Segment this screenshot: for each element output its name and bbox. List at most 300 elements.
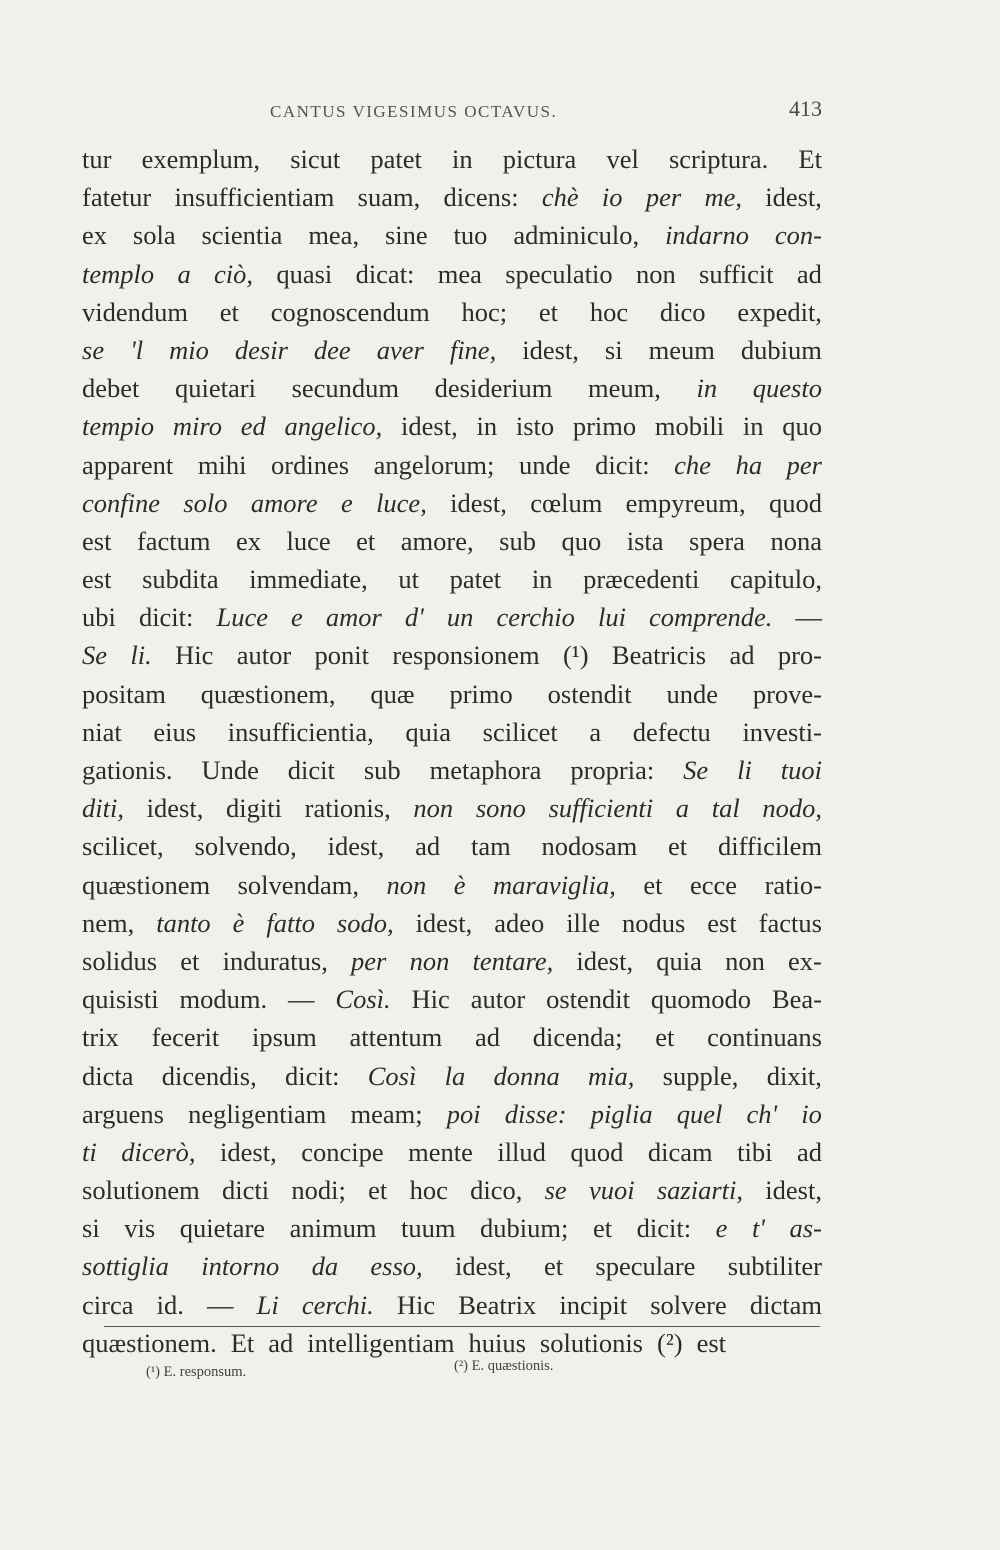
word: fecerit — [151, 1022, 220, 1053]
word: quo — [561, 525, 602, 556]
word: tam — [470, 831, 511, 862]
word: Hic — [175, 640, 214, 671]
word: mente — [408, 1136, 473, 1167]
italic-word: ed — [240, 411, 266, 442]
text-line — [82, 598, 822, 636]
italic-word: saziarti, — [656, 1175, 743, 1206]
text-line — [82, 751, 822, 789]
word: cœlum — [530, 487, 603, 518]
word: attentum — [349, 1022, 443, 1053]
word: solvendo, — [194, 831, 297, 862]
word: speculatio — [505, 258, 613, 289]
italic-word: tal — [711, 793, 740, 824]
italic-word: e — [340, 487, 353, 518]
word: sicut — [290, 144, 341, 174]
word: pro- — [777, 640, 822, 671]
word: sub — [363, 755, 401, 785]
word: insufficientia, — [227, 716, 374, 747]
text-line — [82, 904, 822, 942]
word: Et — [798, 144, 822, 174]
word: scilicet — [482, 716, 558, 747]
word: nodosam — [541, 831, 638, 862]
italic-word: questo — [752, 373, 822, 404]
text-line — [82, 789, 822, 827]
word: idest, — [415, 907, 473, 938]
italic-word: fine, — [449, 334, 497, 365]
italic-word: lui — [597, 602, 626, 633]
footnote-rule — [104, 1326, 820, 1327]
word: et — [655, 1022, 675, 1053]
text-line — [82, 446, 822, 484]
word: vel — [606, 144, 639, 174]
italic-word: t' — [751, 1213, 765, 1244]
word: quisisti — [82, 984, 159, 1015]
italic-word: se — [544, 1175, 567, 1206]
word: vis — [124, 1213, 156, 1244]
italic-word: in — [696, 373, 718, 404]
word: ut — [398, 564, 420, 595]
italic-word: nodo, — [762, 793, 822, 824]
word: idest, — [576, 945, 634, 976]
italic-word: miro — [172, 411, 222, 442]
text-line — [82, 827, 822, 865]
italic-word: tempio — [82, 411, 155, 442]
word: factus — [758, 907, 822, 938]
word: speculare — [595, 1251, 696, 1282]
italic-word: se — [82, 334, 105, 365]
word: meum, — [588, 373, 661, 404]
word: dicit — [287, 755, 335, 785]
italic-word: che — [674, 449, 711, 480]
word: quietare — [179, 1213, 266, 1244]
word: idest, — [401, 411, 458, 442]
italic-word: esso, — [370, 1251, 423, 1282]
word: præcedenti — [583, 564, 700, 595]
word: mea, — [308, 220, 360, 251]
italic-word: comprende. — [649, 602, 773, 633]
word: investi- — [742, 716, 822, 747]
word: et — [356, 525, 376, 556]
text-line — [82, 1209, 822, 1247]
word: difficilem — [717, 831, 822, 862]
text-line — [82, 1171, 822, 1209]
word: mea — [437, 258, 482, 289]
text-line — [82, 1057, 822, 1095]
word: mihi — [197, 449, 247, 480]
italic-word: con- — [774, 220, 822, 251]
word: ipsum — [251, 1022, 317, 1053]
italic-word: d' — [404, 602, 424, 633]
word: expedit, — [737, 296, 822, 327]
italic-word: da — [311, 1251, 339, 1282]
word: ostendit — [547, 678, 632, 709]
word: et — [538, 296, 559, 327]
word: Hic — [396, 1289, 436, 1320]
text-line — [82, 560, 822, 598]
text-line — [82, 331, 822, 369]
word: nodi; — [291, 1175, 346, 1206]
word: primo — [449, 678, 513, 709]
text-line — [82, 522, 822, 560]
word: nona — [770, 525, 822, 556]
word: digiti — [226, 793, 282, 824]
italic-word: sodo, — [336, 907, 394, 938]
text-line — [82, 980, 822, 1018]
italic-word: piglia — [590, 1098, 653, 1129]
word: nem, — [82, 907, 135, 938]
word: Beatrix — [458, 1289, 537, 1320]
word: prove- — [752, 678, 822, 709]
word: autor — [470, 984, 526, 1015]
word: capitulo, — [729, 564, 822, 595]
word: adeo — [494, 907, 545, 938]
italic-word: ch' — [746, 1098, 778, 1129]
word: idest, — [765, 182, 822, 213]
word: spera — [689, 525, 745, 556]
word: Unde — [201, 755, 259, 785]
italic-word: Se — [82, 640, 108, 671]
italic-word: io — [801, 1098, 822, 1129]
italic-word: aver — [376, 334, 424, 365]
word: non — [635, 258, 676, 289]
word: quasi — [276, 258, 333, 289]
word: ille — [566, 907, 601, 938]
word: dicit: — [636, 1213, 692, 1244]
word: (²) — [657, 1327, 683, 1358]
word: cognoscendum — [270, 296, 430, 327]
word: dicit: — [284, 1060, 340, 1091]
italic-word: non — [409, 945, 450, 976]
word: scilicet, — [82, 831, 164, 862]
text-line — [82, 1286, 822, 1324]
word: amore, — [400, 525, 474, 556]
text-line — [82, 636, 822, 674]
word: sub — [499, 525, 536, 556]
word: modum. — [179, 984, 268, 1015]
text-line — [82, 1324, 822, 1362]
italic-word: amor — [325, 602, 382, 633]
word: est — [82, 525, 112, 556]
word: est — [696, 1327, 727, 1358]
word: suam, — [357, 182, 421, 213]
word: idest, — [146, 793, 204, 824]
italic-word: Così — [367, 1060, 417, 1091]
word: meum — [648, 334, 715, 365]
word: in — [476, 411, 498, 442]
word: scriptura. — [668, 144, 769, 174]
word: ex — [236, 525, 262, 556]
italic-word: sottiglia — [82, 1251, 169, 1282]
italic-word: ha — [735, 449, 763, 480]
word: circa — [82, 1289, 134, 1320]
word: — — [795, 602, 822, 633]
word: et — [543, 1251, 564, 1282]
word: adminiculo, — [513, 220, 640, 251]
word: patet — [449, 564, 502, 595]
word: propria: — [570, 755, 655, 785]
italic-word: e — [291, 602, 303, 633]
word: solutionem — [82, 1175, 200, 1206]
word: trix — [82, 1022, 119, 1053]
word: dicens: — [443, 182, 519, 213]
page-number: 413 — [789, 96, 822, 121]
running-head — [82, 96, 822, 126]
italic-word: chè — [541, 182, 579, 213]
italic-word: intorno — [201, 1251, 280, 1282]
word: solidus — [82, 945, 158, 976]
word: subtiliter — [727, 1251, 822, 1282]
italic-word: sufficienti — [548, 793, 654, 824]
word: meam; — [350, 1098, 423, 1129]
word: videndum — [82, 296, 188, 327]
word: ex — [82, 220, 108, 251]
word: non — [725, 945, 765, 976]
word: gationis. — [82, 755, 173, 785]
word: ratio- — [764, 869, 822, 900]
word: desiderium — [434, 373, 553, 404]
text-line — [82, 369, 822, 407]
word: et — [668, 831, 688, 862]
word: et — [180, 945, 200, 976]
word: secundum — [291, 373, 400, 404]
text-line — [82, 1247, 822, 1285]
word: in — [452, 144, 473, 174]
italic-word: diti, — [82, 793, 124, 824]
word: ista — [626, 525, 664, 556]
text-line — [82, 675, 822, 713]
word: et — [368, 1175, 388, 1206]
word: dicit: — [138, 602, 194, 633]
word: quæ — [370, 678, 415, 709]
italic-word: donna — [493, 1060, 560, 1091]
italic-word: vuoi — [588, 1175, 635, 1206]
word: ex- — [788, 945, 822, 976]
word: quod — [570, 1136, 624, 1167]
italic-word: desir — [234, 334, 288, 365]
word: dicenda; — [532, 1022, 623, 1053]
word: niat — [82, 716, 122, 747]
italic-word: indarno — [665, 220, 749, 251]
text-line — [82, 178, 822, 216]
text-line — [82, 407, 822, 445]
word: idest, — [522, 334, 579, 365]
word: immediate, — [249, 564, 368, 595]
word: debet — [82, 373, 140, 404]
italic-word: li — [737, 755, 752, 785]
italic-word: Così. — [335, 984, 391, 1015]
word: solvendam, — [237, 869, 360, 900]
word: si — [604, 334, 623, 365]
word: quæstionem, — [200, 678, 336, 709]
word: dubium — [740, 334, 822, 365]
italic-word: cerchio — [496, 602, 575, 633]
word: luce — [286, 525, 331, 556]
word: dixit, — [766, 1060, 822, 1091]
italic-word: as- — [789, 1213, 822, 1244]
word: sola — [132, 220, 176, 251]
word: Beatricis — [611, 640, 707, 671]
word: autor — [236, 640, 292, 671]
word: — — [288, 984, 315, 1015]
word: quo — [782, 411, 822, 442]
text-line — [82, 293, 822, 331]
word: scientia — [201, 220, 283, 251]
italic-word: solo — [183, 487, 228, 518]
word: dicta — [82, 1060, 134, 1091]
word: sine — [384, 220, 428, 251]
word: tibi — [737, 1136, 773, 1167]
word: fatetur — [82, 182, 152, 213]
word: patet — [370, 144, 422, 174]
italic-word: ciò, — [214, 258, 253, 289]
word: quæstionem — [82, 869, 211, 900]
text-line — [82, 713, 822, 751]
italic-word: confine — [82, 487, 160, 518]
text-line — [82, 942, 822, 980]
word: dicti — [222, 1175, 270, 1206]
word: ad — [796, 258, 822, 289]
italic-word: la — [444, 1060, 466, 1091]
word: Hic — [411, 984, 450, 1015]
italic-word: è — [453, 869, 466, 900]
word: in — [531, 564, 553, 595]
word: idest, — [220, 1136, 277, 1167]
word: ponit — [314, 640, 370, 671]
word: tur — [82, 144, 112, 174]
word: id. — [156, 1289, 184, 1320]
word: hoc — [589, 296, 629, 327]
word: isto — [515, 411, 555, 442]
italic-word: li. — [130, 640, 152, 671]
word: ubi — [82, 602, 116, 633]
word: quæstionem. — [82, 1327, 217, 1358]
italic-word: e — [715, 1213, 728, 1244]
italic-word: un — [446, 602, 474, 633]
italic-word: ti — [82, 1136, 97, 1167]
word: quietari — [175, 373, 256, 404]
word: pictura — [502, 144, 577, 174]
word: intelligentiam — [307, 1327, 455, 1358]
word: induratus, — [222, 945, 328, 976]
word: idest, — [450, 487, 507, 518]
word: quod — [768, 487, 822, 518]
text-line — [82, 1018, 822, 1056]
word: ecce — [690, 869, 738, 900]
text-line — [82, 484, 822, 522]
word: dicit: — [595, 449, 650, 480]
text-line — [82, 216, 822, 254]
word: continuans — [707, 1022, 822, 1053]
word: ostendit — [546, 984, 630, 1015]
word: dicam — [647, 1136, 713, 1167]
italic-word: per — [351, 945, 387, 976]
footnote-1: (¹) E. responsum. — [146, 1364, 247, 1380]
word: apparent — [82, 449, 174, 480]
italic-word: a — [675, 793, 690, 824]
word: hoc — [409, 1175, 448, 1206]
text-line — [82, 1095, 822, 1133]
word: tuum — [401, 1213, 456, 1244]
text-line — [82, 1133, 822, 1171]
word: empyreum, — [625, 487, 746, 518]
word: dicat: — [355, 258, 415, 289]
word: quia — [656, 945, 702, 976]
word: arguens — [82, 1098, 164, 1129]
word: concipe — [301, 1136, 384, 1167]
italic-word: dee — [313, 334, 351, 365]
word: idest, — [765, 1175, 822, 1206]
italic-word: luce, — [376, 487, 427, 518]
word: si — [82, 1213, 100, 1244]
word: incipit — [559, 1289, 628, 1320]
italic-word: tuoi — [780, 755, 822, 785]
word: dubium; — [480, 1213, 569, 1244]
word: exemplum, — [141, 144, 261, 174]
running-title: CANTUS VIGESIMUS OCTAVUS. — [270, 102, 558, 121]
word: tuo — [453, 220, 488, 251]
word: quomodo — [650, 984, 752, 1015]
word: angelorum; — [373, 449, 495, 480]
italic-word: me, — [704, 182, 742, 213]
word: quia — [405, 716, 451, 747]
italic-word: per — [645, 182, 682, 213]
body-text — [82, 140, 822, 1362]
word: Bea- — [771, 984, 822, 1015]
word: dictam — [749, 1289, 822, 1320]
word: dico — [659, 296, 706, 327]
word: defectu — [632, 716, 711, 747]
italic-word: angelico, — [284, 411, 383, 442]
word: a — [589, 716, 602, 747]
word: ad — [796, 1136, 822, 1167]
italic-word: mio — [169, 334, 209, 365]
word: nodus — [622, 907, 686, 938]
italic-word: 'l — [130, 334, 144, 365]
word: positam — [82, 678, 166, 709]
italic-word: per — [786, 449, 822, 480]
italic-word: io — [601, 182, 623, 213]
word: animum — [289, 1213, 377, 1244]
word: et — [592, 1213, 613, 1244]
word: metaphora — [429, 755, 542, 785]
word: ad — [415, 831, 441, 862]
word: et — [643, 869, 663, 900]
italic-word: non — [413, 793, 454, 824]
italic-word: quel — [676, 1098, 723, 1129]
word: et — [219, 296, 239, 327]
italic-word: poi — [446, 1098, 481, 1129]
italic-word: tentare, — [472, 945, 554, 976]
word: eius — [153, 716, 197, 747]
word: supple, — [662, 1060, 739, 1091]
italic-word: dicerò, — [121, 1136, 196, 1167]
italic-word: disse: — [504, 1098, 567, 1129]
word: (¹) — [562, 640, 589, 671]
italic-word: amore — [250, 487, 318, 518]
italic-word: tanto — [156, 907, 211, 938]
italic-word: templo — [82, 258, 155, 289]
word: rationis, — [304, 793, 391, 824]
word: Et — [230, 1327, 255, 1358]
italic-word: è — [232, 907, 245, 938]
word: — — [206, 1289, 234, 1320]
italic-word: maraviglia, — [492, 869, 616, 900]
word: in — [742, 411, 764, 442]
italic-word: mia, — [587, 1060, 635, 1091]
text-line — [82, 140, 822, 178]
italic-word: Li — [256, 1289, 279, 1320]
word: solutionis — [539, 1327, 643, 1358]
